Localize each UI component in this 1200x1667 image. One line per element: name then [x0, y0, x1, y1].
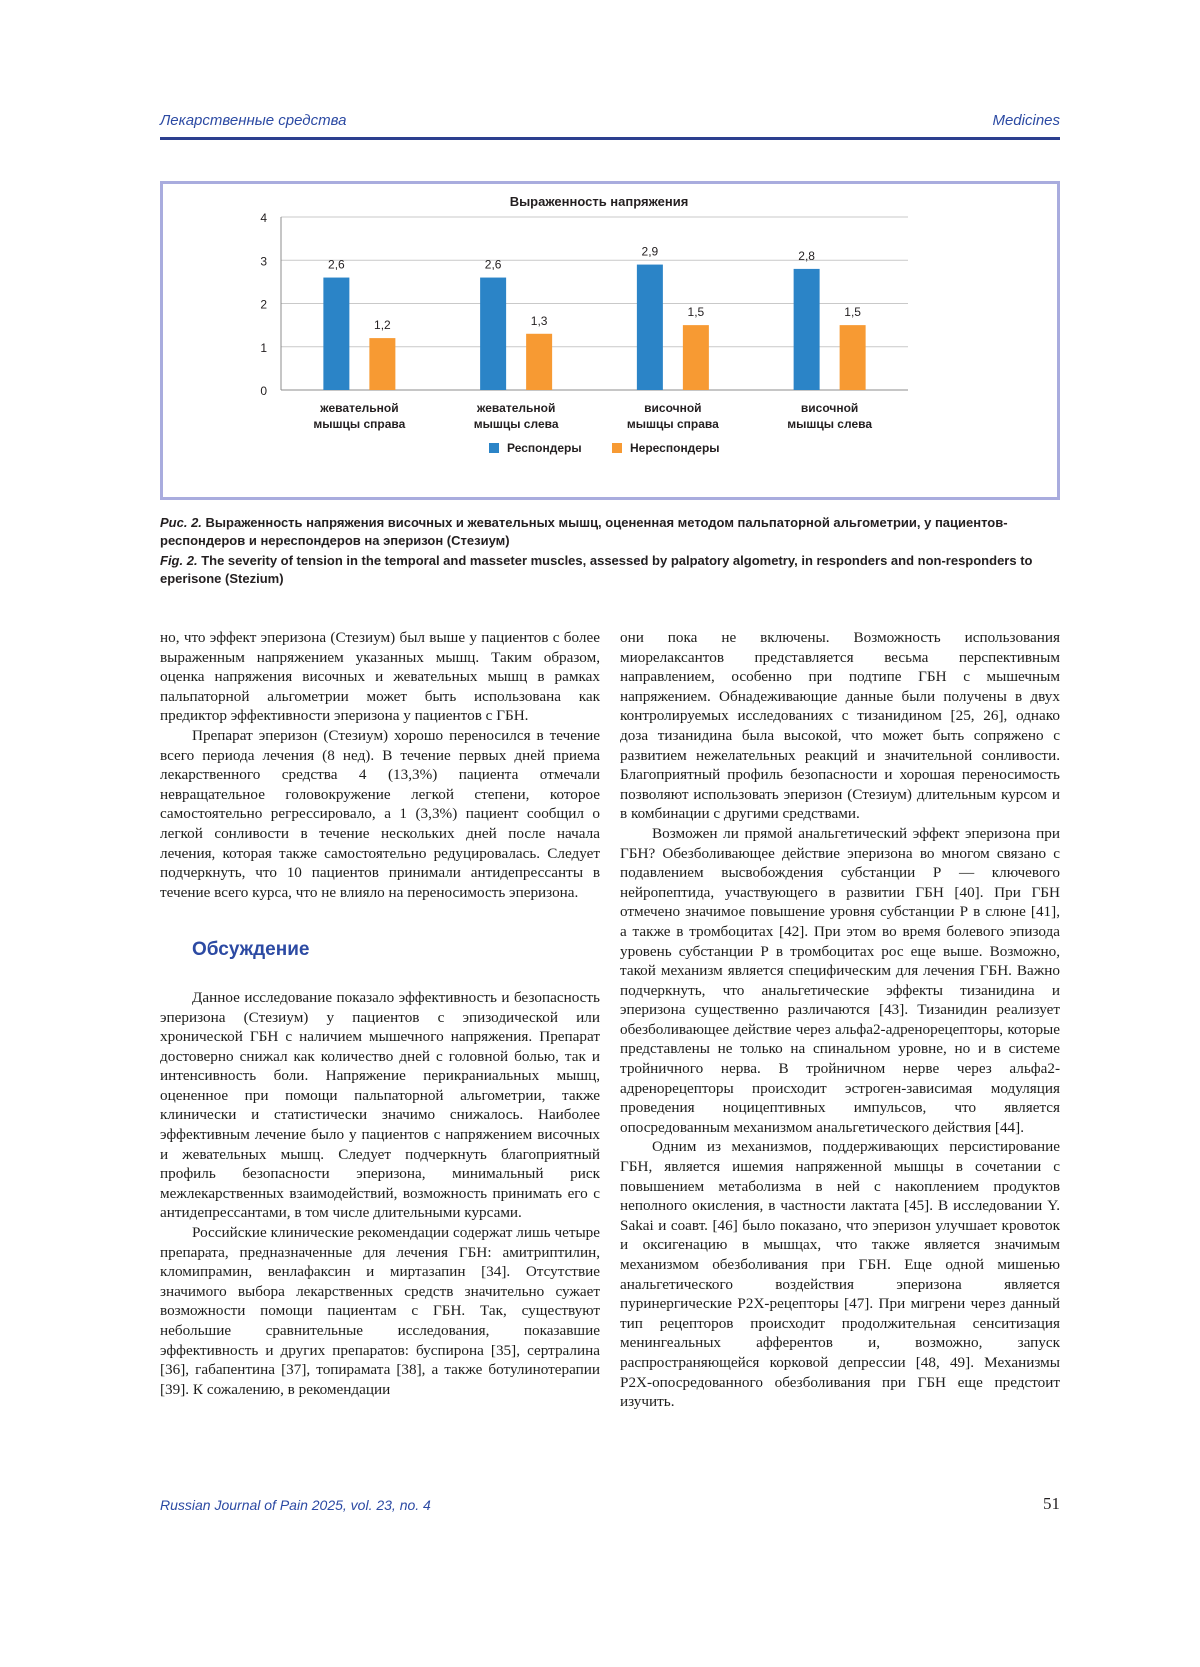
bar-non-responders [526, 334, 552, 390]
figure-2 [160, 181, 1060, 500]
x-category-label: мышцы слева [473, 417, 559, 431]
paragraph: Данное исследование показало эффективность и безопасность эперизона (Стезиум) у пациентов с эпизодической или хронической ГБН с наличием мышечного напряжения. Препарат достоверно снижал как количество дней с головной болью, так и интенсивность боли. Напряжение перикраниальных мышц, оцененное при помощи пальпаторной альгометрии, также клинически и статистически значимо снижалось. Наиболее эффективным лечение было у пациентов с напряжением височных и жевательных мышц. Следует подчеркнуть благоприятный профиль безопасности эперизона, минимальный риск межлекарственных взаимодействий, возможность принимать его с антидепрессантами, в том числе длительными курсами. [160, 988, 600, 1222]
y-tick-label: 0 [260, 384, 267, 398]
x-category-label: мышцы слева [787, 417, 873, 431]
data-label: 1,2 [374, 318, 391, 333]
legend-swatch [612, 443, 622, 453]
bar-non-responders [840, 325, 866, 390]
x-category-label: височной [644, 401, 702, 415]
y-tick-label: 2 [260, 297, 267, 312]
bar-non-responders [369, 338, 395, 390]
paragraph: Возможен ли прямой анальгетический эффект эперизона при ГБН? Обезболивающее действие эперизона во многом связано с подавлением высвобождения субстанции Р — ключевого нейропептида, участвующего в развитии ГБН [40]. При ГБН отмечено значимое повышение уровня субстанции Р в слюне [41], а также в тромбоцитах [42]. При этом во время болевого эпизода уровень субстанции Р в тромбоцитах рос еще выше. Возможно, такой механизм является специфическим для лечения ГБН. Важно подчеркнуть, что анальгетические эффекты тизанидина и эперизона существенно различаются [43]. Тизанидин реализует обезболивающее действие через альфа2-адренорецепторы, которые представлены не только на спинальном уровне, но и в системе тройничного нерва. В тройничном нерве через альфа2-адренорецепторы происходит эстроген-зависимая модуляция проведения ноцицептивных импульсов, что является опосредованным механизмом анальгетического действия [44]. [620, 824, 1060, 1136]
legend-label: Нереспондеры [630, 441, 720, 455]
paragraph: Российские клинические рекомендации содержат лишь четыре препарата, предназначенные для лечения ГБН: амитриптилин, кломипрамин, венлафаксин и миртазапин [34]. Отсутствие значимого выбора лекарственных средств значительно сужает возможности помощи пациентам с ГБН. Так, существуют небольшие сравнительные исследования, показавшие эффективность и других препаратов: буспирона [35], сертралина [36], габапентина [37], топирамата [38], а также ботулинотерапии [39]. К сожалению, в рекомендации [160, 1224, 600, 1398]
caption-ru-text: Выраженность напряжения височных и жевательных мышц, оцененная методом пальпаторной альгометрии, у пациентов-респондеров и нереспондеров на эперизон (Стезиум) [160, 515, 1008, 548]
caption-ru-label: Рис. 2. [160, 515, 202, 530]
footer-journal: Russian Journal of Pain 2025, vol. 23, no. 4 [160, 1497, 431, 1513]
bar-responders [480, 278, 506, 390]
x-category-label: мышцы справа [626, 417, 719, 431]
y-tick-label: 3 [260, 254, 267, 269]
bar-responders [323, 278, 349, 390]
right-column [620, 628, 1060, 1412]
paragraph: Одним из механизмов, поддерживающих персистирование ГБН, является ишемия напряженной мышцы в сочетании с повышением метаболизма в ней с накоплением продуктов неполного окисления, в частности лактата [45]. В исследовании Y. Sakai и соавт. [46] было показано, что эперизон улучшает кровоток и оксигенацию в мышцах, что также является значимым механизмом обезболивания при ГБН. Еще одной мишенью анальгетического воздействия эперизона является пуринергические Р2Х-рецепторы [47]. При мигрени через данный тип рецепторов происходит продолжительная сенситизация менингеальных афферентов и, возможно, запуск распространяющейся корковой депрессии [48, 49]. Механизмы Р2Х-опосредованного обезболивания при ГБН еще предстоит изучить. [620, 1138, 1060, 1411]
caption-en-text: The severity of tension in the temporal and masseter muscles, assessed by palpatory algometry, in responders and non-responders to eperisone (Stezium) [160, 553, 1033, 586]
page-number: 51 [1043, 1494, 1060, 1513]
caption-en-label: Fig. 2. [160, 553, 198, 568]
bar-responders [794, 269, 820, 390]
data-label: 1,5 [687, 305, 705, 320]
data-label: 2,8 [798, 248, 815, 263]
x-category-label: височной [800, 401, 859, 415]
section-title-discussion: Обсуждение [192, 939, 310, 961]
header-rule [160, 137, 1060, 140]
y-tick-label: 1 [260, 340, 267, 355]
x-category-label: жевательной [476, 401, 556, 415]
data-label: 1,3 [530, 313, 548, 328]
chart-title: Выраженность напряжения [509, 194, 689, 209]
running-header-section-en: Medicines [992, 112, 1060, 129]
data-label: 2,6 [328, 257, 345, 272]
data-label: 2,6 [484, 257, 502, 272]
figure-caption-ru [160, 514, 1060, 550]
y-tick-label: 4 [260, 211, 267, 225]
left-column [160, 628, 600, 1399]
paragraph: они пока не включены. Возможность использования миорелаксантов представляется весьма перспективным направлением, особенно при подтипе ГБН с мышечным напряжением. Обнадеживающие данные были получены в двух контролируемых исследованиях с тизанидином [25, 26], однако доза тизанидина была высокой, что может быть сопряжено с развитием нежелательных реакций и значительной сонливости. Благоприятный профиль безопасности и хорошая переносимость позволяют использовать эперизон (Стезиум) длительным курсом и в комбинации с другими средствами. [620, 629, 1060, 823]
bar-non-responders [683, 325, 709, 390]
bar-responders [637, 265, 663, 390]
x-category-label: мышцы справа [313, 417, 406, 431]
legend-label: Респондеры [507, 441, 582, 455]
paragraph: Препарат эперизон (Стезиум) хорошо переносился в течение всего периода лечения (8 нед). В течение первых дней приема лекарственного средства 4 (13,3%) пациента отмечали невращательное головокружение легкой степени, которое самостоятельно регрессировало, а 1 (3,3%) пациент сообщил о легкой сонливости в течение нескольких дней после начала лечения, которая также самостоятельно редуцировалась. Следует подчеркнуть, что 10 пациентов принимали антидепрессанты в течение всего курса, что не влияло на переносимость эперизона. [160, 726, 600, 901]
data-label: 2,9 [641, 244, 659, 259]
bar-chart [163, 184, 1057, 497]
figure-caption-en [160, 552, 1060, 588]
paragraph: но, что эффект эперизона (Стезиум) был выше у пациентов с более выраженным напряжением указанных мышц. Таким образом, оценка напряжения височных и жевательных мышц в рамках пальпаторной альгометрии может быть использована как предиктор эффективности эперизона у пациентов с ГБН. [160, 629, 600, 725]
legend-swatch [489, 443, 499, 453]
running-header-section: Лекарственные средства [160, 112, 347, 129]
data-label: 1,5 [844, 305, 861, 320]
x-category-label: жевательной [320, 401, 399, 415]
